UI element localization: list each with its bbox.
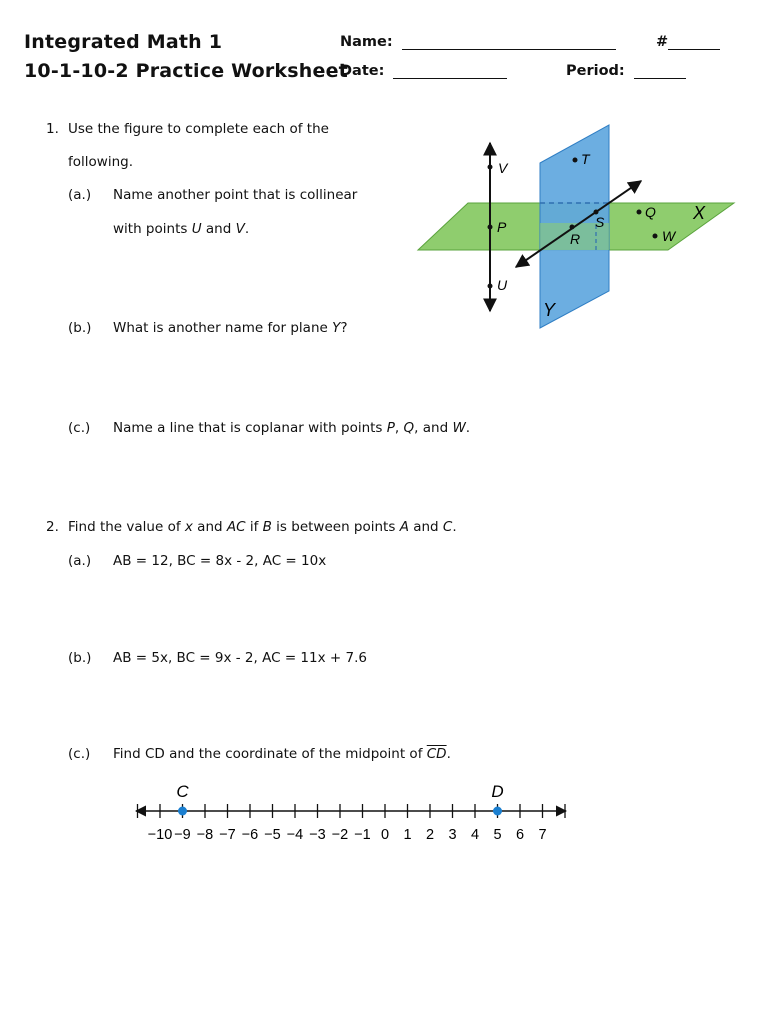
point-t — [573, 158, 578, 163]
q1-number: 1. — [46, 121, 59, 137]
q2a-label: (a.) — [68, 553, 92, 569]
label-plane-x: X — [693, 203, 706, 223]
point-v — [488, 165, 493, 170]
period-blank[interactable] — [634, 65, 686, 79]
number-line-tick-label: 3 — [448, 827, 457, 843]
point-q — [637, 210, 642, 215]
number-line-tick-label: 2 — [425, 827, 435, 843]
date-blank[interactable] — [393, 65, 507, 79]
number-line-point-d — [493, 807, 502, 816]
point-p — [488, 225, 493, 230]
number-line-tick-label: 4 — [470, 827, 480, 843]
q1a-text-line1: Name another point that is collinear — [113, 187, 358, 203]
course-title: Integrated Math 1 — [24, 31, 223, 53]
date-label: Date: — [340, 63, 385, 79]
date-field[interactable] — [340, 63, 507, 79]
number-line-tick-label: −2 — [331, 827, 349, 843]
number-blank[interactable] — [668, 36, 720, 50]
label-s: S — [595, 214, 605, 230]
q2b-text: AB = 5x, BC = 9x - 2, AC = 11x + 7.6 — [113, 650, 367, 666]
label-v: V — [498, 160, 508, 176]
number-line-tick-label: −7 — [219, 827, 236, 843]
number-line-tick-label: −4 — [286, 827, 304, 843]
q1c-text: Name a line that is coplanar with points P, Q, and W. — [113, 420, 471, 436]
q1-text-line2: following. — [68, 154, 133, 170]
q1b-text: What is another name for plane Y? — [113, 320, 348, 336]
q1a-text-line2: with points U and V. — [113, 221, 250, 237]
label-p: P — [497, 219, 507, 235]
q1-text-line1: Use the figure to complete each of the — [68, 121, 329, 137]
number-line-tick-label: −8 — [196, 827, 214, 843]
q2-text: Find the value of x and AC if B is between points A and C. — [68, 519, 457, 535]
label-plane-y: Y — [543, 300, 556, 320]
label-t: T — [581, 151, 590, 167]
number-line-tick-label: 7 — [538, 827, 547, 843]
number-line — [130, 778, 570, 850]
number-line-tick-label: 5 — [493, 827, 502, 843]
label-u: U — [497, 277, 508, 293]
worksheet-title: 10-1-10-2 Practice Worksheet — [24, 60, 348, 82]
number-line-tick-label: 1 — [403, 827, 412, 843]
period-label: Period: — [566, 63, 625, 79]
q2a-text: AB = 12, BC = 8x - 2, AC = 10x — [113, 553, 327, 569]
number-line-tick-label: −3 — [309, 827, 326, 843]
number-field[interactable] — [656, 34, 720, 50]
q2-number: 2. — [46, 519, 59, 535]
label-r: R — [570, 231, 581, 247]
number-line-tick-label: −9 — [174, 827, 191, 843]
label-q: Q — [645, 204, 656, 220]
number-line-tick-label: 0 — [380, 827, 390, 843]
label-w: W — [662, 228, 676, 244]
number-line-tick-label: −10 — [147, 827, 173, 843]
number-line-point-c — [178, 807, 187, 816]
period-field[interactable] — [566, 63, 686, 79]
point-r — [570, 225, 575, 230]
q2c-text: Find CD and the coordinate of the midpoint of $\overline{CD}$. — [113, 746, 451, 762]
number-line-tick-label: 6 — [515, 827, 525, 843]
number-line-point-label-d: D — [491, 782, 504, 801]
q2b-label: (b.) — [68, 650, 92, 666]
name-label: Name: — [340, 34, 393, 50]
name-field[interactable] — [340, 34, 616, 50]
q1c-label: (c.) — [68, 420, 91, 436]
number-line-point-label-c: C — [176, 782, 189, 801]
planes-figure — [410, 115, 740, 340]
point-w — [653, 234, 658, 239]
q2c-label: (c.) — [68, 746, 91, 762]
number-line-tick-label: −1 — [354, 827, 371, 843]
point-u — [488, 284, 493, 289]
number-label: # — [656, 34, 669, 50]
q1b-label: (b.) — [68, 320, 92, 336]
number-line-tick-label: −6 — [241, 827, 259, 843]
number-line-tick-label: −5 — [264, 827, 281, 843]
q1a-label: (a.) — [68, 187, 92, 203]
name-blank[interactable] — [402, 36, 616, 50]
